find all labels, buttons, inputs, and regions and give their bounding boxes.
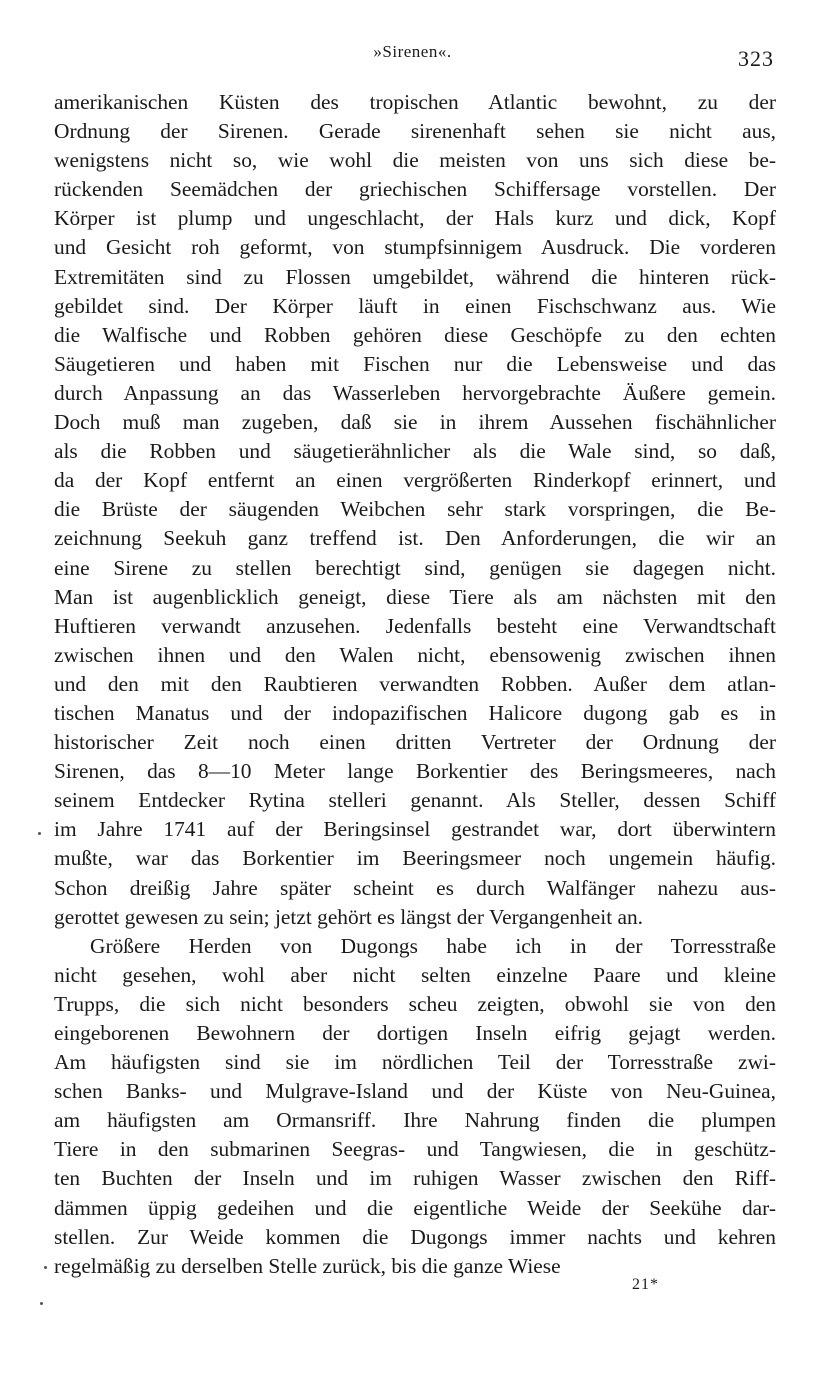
body-text	[54, 88, 776, 1281]
text-line: Man ist augenblicklich geneigt, diese Tiere als am nächsten mit den	[54, 584, 776, 609]
text-line: eine Sirene zu stellen berechtigt sind, genügen sie dagegen nicht.	[54, 555, 776, 580]
speck	[40, 1302, 43, 1305]
running-head: »Sirenen«.	[373, 42, 452, 61]
text-line: nicht gesehen, wohl aber nicht selten einzelne Paare und kleine	[54, 962, 776, 987]
text-line: ten Buchten der Inseln und im ruhigen Wasser zwischen den Riff-	[54, 1166, 776, 1191]
text-line: im Jahre 1741 auf der Beringsinsel gestrandet war, dort überwintern	[54, 817, 776, 842]
text-line: Größere Herden von Dugongs habe ich in der Torresstraße	[90, 933, 776, 958]
text-line: rückenden Seemädchen der griechischen Schiffersage vorstellen. Der	[54, 177, 776, 202]
text-line: die Walfische und Robben gehören diese Geschöpfe zu den echten	[54, 322, 776, 347]
text-line: amerikanischen Küsten des tropischen Atlantic bewohnt, zu der	[54, 90, 776, 114]
text-line: wenigstens nicht so, wie wohl die meisten von uns sich diese be-	[54, 148, 776, 173]
text-line: Huftieren verwandt anzusehen. Jedenfalls besteht eine Verwandtschaft	[54, 613, 776, 638]
text-line: seinem Entdecker Rytina stelleri genannt. Als Steller, dessen Schiff	[54, 788, 776, 813]
text-line: und Gesicht roh geformt, von stumpfsinnigem Ausdruck. Die vorderen	[54, 235, 776, 260]
text-line: schen Banks- und Mulgrave-Island und der Küste von Neu-Guinea,	[54, 1079, 776, 1104]
text-line: eingeborenen Bewohnern der dortigen Inseln eifrig gejagt werden.	[54, 1021, 776, 1045]
text-line: historischer Zeit noch einen dritten Vertreter der Ordnung der	[54, 730, 776, 755]
text-line: Doch muß man zugeben, daß sie in ihrem Aussehen fischähnlicher	[54, 410, 776, 435]
text-line: gebildet sind. Der Körper läuft in einen Fischschwanz aus. Wie	[54, 293, 776, 318]
text-line: als die Robben und säugetierähnlicher als die Wale sind, so daß,	[54, 439, 776, 464]
text-line: dämmen üppig gedeihen und die eigentliche Weide der Seekühe dar-	[54, 1195, 776, 1220]
text-line: Säugetieren und haben mit Fischen nur die Lebensweise und das	[54, 351, 776, 376]
speck	[44, 1266, 47, 1269]
text-line: Am häufigsten sind sie im nördlichen Teil der Torresstraße zwi-	[54, 1050, 776, 1075]
text-line: Körper ist plump und ungeschlacht, der Hals kurz und dick, Kopf	[54, 206, 776, 231]
text-line: zwischen ihnen und den Walen nicht, ebensowenig zwischen ihnen	[54, 642, 776, 667]
text-line: Schon dreißig Jahre später scheint es durch Walfänger nahezu aus-	[54, 875, 776, 900]
text-line: am häufigsten am Ormansriff. Ihre Nahrung finden die plumpen	[54, 1108, 776, 1133]
text-line: durch Anpassung an das Wasserleben hervorgebrachte Äußere gemein.	[54, 380, 776, 405]
text-line: Ordnung der Sirenen. Gerade sirenenhaft sehen sie nicht aus,	[54, 119, 776, 144]
text-line: und den mit den Raubtieren verwandten Robben. Außer dem atlan-	[54, 671, 776, 696]
text-line: tischen Manatus und der indopazifischen Halicore dugong gab es in	[54, 700, 776, 725]
text-line: regelmäßig zu derselben Stelle zurück, bis die ganze Wiese	[54, 1253, 561, 1278]
page-number: 323	[738, 46, 774, 71]
text-line: stellen. Zur Weide kommen die Dugongs immer nachts und kehren	[54, 1224, 776, 1249]
signature-mark: 21*	[632, 1276, 659, 1293]
text-line: Tiere in den submarinen Seegras- und Tangwiesen, die in geschütz-	[54, 1137, 776, 1162]
text-line: Trupps, die sich nicht besonders scheu zeigten, obwohl sie von den	[54, 991, 776, 1016]
text-line: da der Kopf entfernt an einen vergrößerten Rinderkopf erinnert, und	[54, 468, 776, 493]
text-line: die Brüste der säugenden Weibchen sehr stark vorspringen, die Be-	[54, 497, 776, 522]
text-line: mußte, war das Borkentier im Beeringsmeer noch ungemein häufig.	[54, 846, 776, 871]
speck	[38, 832, 41, 835]
text-line: gerottet gewesen zu sein; jetzt gehört es längst der Vergangenheit an.	[54, 904, 644, 929]
text-line: Sirenen, das 8—10 Meter lange Borkentier des Beringsmeeres, nach	[54, 759, 776, 784]
text-line: Extremitäten sind zu Flossen umgebildet, während die hinteren rück-	[54, 264, 776, 289]
text-line: zeichnung Seekuh ganz treffend ist. Den Anforderungen, die wir an	[54, 526, 776, 551]
